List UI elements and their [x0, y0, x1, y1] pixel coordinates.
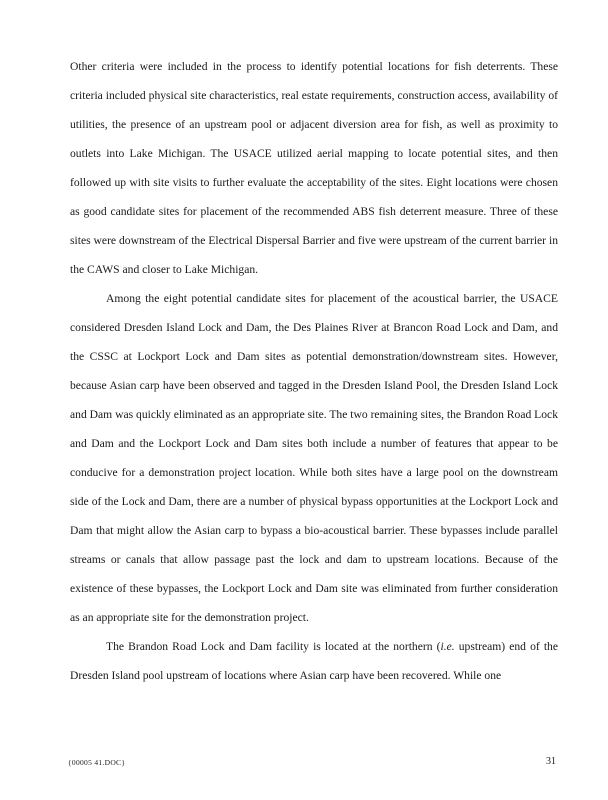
- paragraph-text: Other criteria were included in the process to identify potential locations for fish deterrents. These criteria included physical site characteristics, real estate requirements, construction access, availability of utilities, the presence of an upstream pool or adjacent diversion area for fish, as well as proximity to outlets into Lake Michigan. The USACE utilized aerial mapping to locate potential sites, and then followed up with site visits to further evaluate the acceptability of the sites. Eight locations were chosen as good candidate sites for placement of the recommended ABS fish deterrent measure. Three of these sites were downstream of the Electrical Dispersal Barrier and five were upstream of the current barrier in the CAWS and closer to Lake Michigan.: [70, 60, 558, 276]
- paragraph-brandon-road: [70, 632, 558, 690]
- page-number: 31: [546, 756, 556, 767]
- paragraph-text: upstream) end of the Dresden Island pool upstream of locations where Asian carp have been recovered. While one: [70, 640, 558, 682]
- italic-text: i.e.: [440, 640, 455, 653]
- paragraph-candidate-sites: [70, 284, 558, 632]
- paragraph-criteria: [70, 52, 558, 284]
- document-body: [70, 52, 558, 690]
- paragraph-text: The Brandon Road Lock and Dam facility is located at the northern (: [106, 640, 441, 653]
- paragraph-text: Among the eight potential candidate sites for placement of the acoustical barrier, the USACE considered Dresden Island Lock and Dam, the Des Plaines River at Brancon Road Lock and Dam, and the CSSC at Lockport Lock and Dam sites as potential demonstration/downstream sites. However, because Asian carp have been observed and tagged in the Dresden Island Pool, the Dresden Island Lock and Dam was quickly eliminated as an appropriate site. The two remaining sites, the Brandon Road Lock and Dam and the Lockport Lock and Dam sites both include a number of features that appear to be conducive for a demonstration project location. While both sites have a large pool on the downstream side of the Lock and Dam, there are a number of physical bypass opportunities at the Lockport Lock and Dam that might allow the Asian carp to bypass a bio-acoustical barrier. These bypasses include parallel streams or canals that allow passage past the lock and dam to upstream locations. Because of the existence of these bypasses, the Lockport Lock and Dam site was eliminated from further consideration as an appropriate site for the demonstration project.: [70, 292, 558, 624]
- footer-doc-code: {00005 41.DOC}: [68, 758, 126, 767]
